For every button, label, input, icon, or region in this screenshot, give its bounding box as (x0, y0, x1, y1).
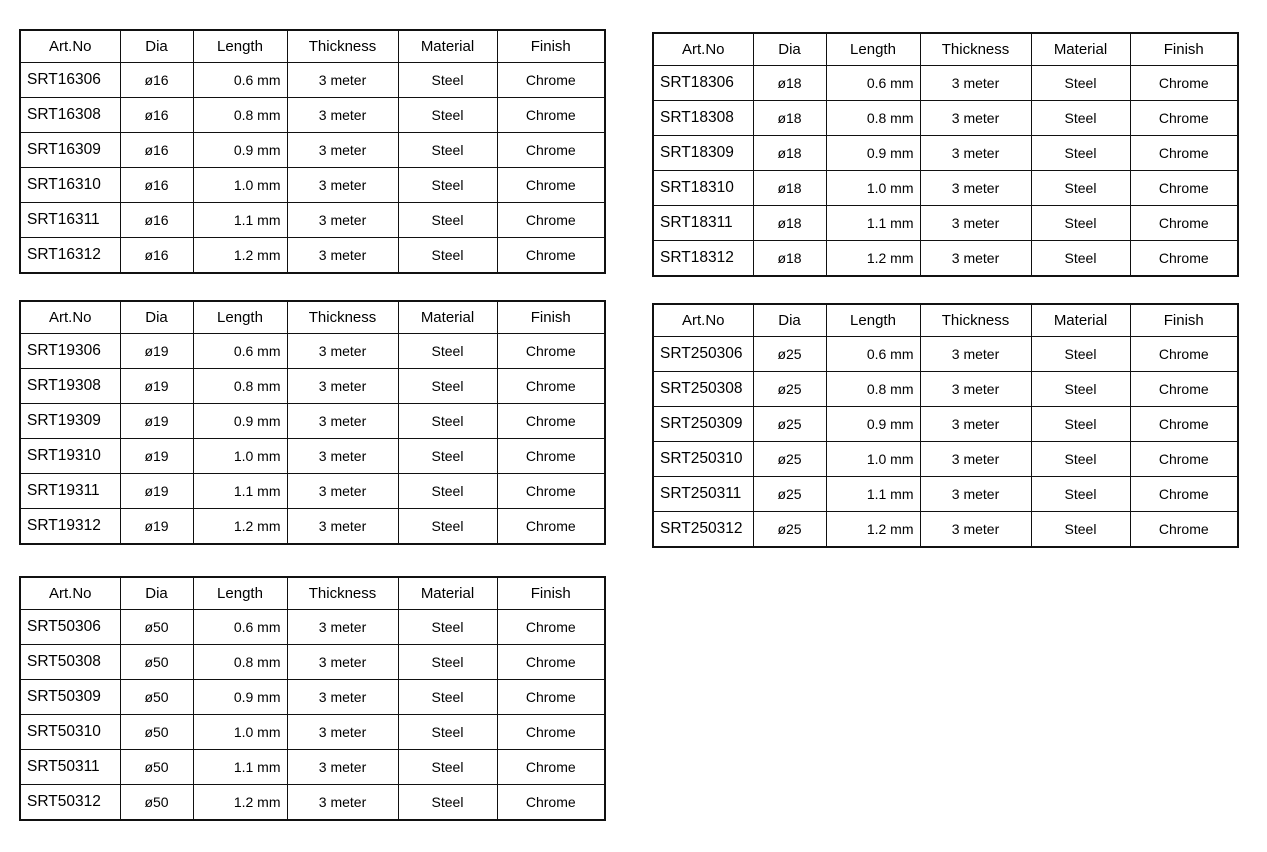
thickness-cell: 3 meter (920, 477, 1031, 512)
thickness-cell: 3 meter (920, 101, 1031, 136)
length-cell: 1.2 mm (193, 509, 287, 545)
length-cell: 1.0 mm (193, 439, 287, 474)
art-no-cell: SRT19309 (20, 404, 120, 439)
art-no-cell: SRT19312 (20, 509, 120, 545)
length-cell: 1.0 mm (826, 171, 920, 206)
header-art-no: Art.No (20, 301, 120, 334)
material-cell: Steel (1031, 512, 1130, 548)
dia-cell: ø50 (120, 785, 193, 821)
thickness-cell: 3 meter (287, 334, 398, 369)
art-no-cell: SRT16308 (20, 98, 120, 133)
header-art-no: Art.No (20, 30, 120, 63)
length-cell: 0.6 mm (193, 610, 287, 645)
dia-cell: ø25 (753, 512, 826, 548)
table-row (20, 645, 605, 680)
dia-cell: ø18 (753, 136, 826, 171)
finish-cell: Chrome (497, 610, 605, 645)
thickness-cell: 3 meter (287, 133, 398, 168)
header-art-no: Art.No (653, 33, 753, 66)
table-header (20, 30, 605, 63)
table-header (20, 577, 605, 610)
header-row (20, 577, 605, 610)
dia-cell: ø16 (120, 203, 193, 238)
length-cell: 0.9 mm (193, 404, 287, 439)
thickness-cell: 3 meter (920, 171, 1031, 206)
thickness-cell: 3 meter (920, 241, 1031, 277)
table-row (653, 512, 1238, 548)
dia-cell: ø18 (753, 171, 826, 206)
thickness-cell: 3 meter (287, 610, 398, 645)
thickness-cell: 3 meter (287, 509, 398, 545)
finish-cell: Chrome (1130, 241, 1238, 277)
dia-cell: ø18 (753, 206, 826, 241)
thickness-cell: 3 meter (287, 645, 398, 680)
dia-cell: ø25 (753, 477, 826, 512)
table-row (20, 715, 605, 750)
table-header (653, 33, 1238, 66)
dia-cell: ø18 (753, 101, 826, 136)
finish-cell: Chrome (1130, 206, 1238, 241)
length-cell: 0.9 mm (193, 680, 287, 715)
table-row (653, 66, 1238, 101)
header-finish: Finish (497, 30, 605, 63)
material-cell: Steel (398, 680, 497, 715)
material-cell: Steel (1031, 241, 1130, 277)
art-no-cell: SRT18312 (653, 241, 753, 277)
length-cell: 1.1 mm (193, 750, 287, 785)
header-material: Material (1031, 304, 1130, 337)
finish-cell: Chrome (1130, 442, 1238, 477)
finish-cell: Chrome (1130, 512, 1238, 548)
spec-table-srt50 (19, 576, 606, 821)
material-cell: Steel (398, 715, 497, 750)
material-cell: Steel (1031, 337, 1130, 372)
header-dia: Dia (120, 301, 193, 334)
finish-cell: Chrome (497, 98, 605, 133)
material-cell: Steel (398, 334, 497, 369)
header-row (20, 30, 605, 63)
material-cell: Steel (1031, 206, 1130, 241)
header-row (653, 33, 1238, 66)
dia-cell: ø16 (120, 98, 193, 133)
dia-cell: ø19 (120, 509, 193, 545)
thickness-cell: 3 meter (920, 66, 1031, 101)
dia-cell: ø25 (753, 407, 826, 442)
art-no-cell: SRT19306 (20, 334, 120, 369)
dia-cell: ø25 (753, 442, 826, 477)
length-cell: 0.8 mm (193, 98, 287, 133)
table-row (20, 203, 605, 238)
art-no-cell: SRT18306 (653, 66, 753, 101)
table-row (653, 171, 1238, 206)
table-body (653, 66, 1238, 277)
art-no-cell: SRT250308 (653, 372, 753, 407)
dia-cell: ø19 (120, 474, 193, 509)
finish-cell: Chrome (497, 168, 605, 203)
length-cell: 0.9 mm (826, 407, 920, 442)
material-cell: Steel (398, 369, 497, 404)
table-row (20, 238, 605, 274)
finish-cell: Chrome (1130, 66, 1238, 101)
thickness-cell: 3 meter (287, 439, 398, 474)
header-dia: Dia (120, 30, 193, 63)
art-no-cell: SRT18309 (653, 136, 753, 171)
table-row (653, 407, 1238, 442)
finish-cell: Chrome (1130, 171, 1238, 206)
length-cell: 1.1 mm (826, 206, 920, 241)
thickness-cell: 3 meter (287, 404, 398, 439)
table-body (653, 337, 1238, 548)
art-no-cell: SRT50308 (20, 645, 120, 680)
header-dia: Dia (753, 304, 826, 337)
length-cell: 1.2 mm (193, 785, 287, 821)
header-material: Material (1031, 33, 1130, 66)
header-material: Material (398, 577, 497, 610)
art-no-cell: SRT16309 (20, 133, 120, 168)
dia-cell: ø16 (120, 133, 193, 168)
art-no-cell: SRT18311 (653, 206, 753, 241)
dia-cell: ø50 (120, 715, 193, 750)
art-no-cell: SRT250306 (653, 337, 753, 372)
material-cell: Steel (1031, 136, 1130, 171)
material-cell: Steel (398, 98, 497, 133)
header-length: Length (193, 30, 287, 63)
spec-table-srt250 (652, 303, 1239, 548)
finish-cell: Chrome (497, 509, 605, 545)
table-row (20, 750, 605, 785)
art-no-cell: SRT16311 (20, 203, 120, 238)
table-row (20, 509, 605, 545)
table-body (20, 334, 605, 545)
table-row (653, 337, 1238, 372)
finish-cell: Chrome (497, 474, 605, 509)
dia-cell: ø50 (120, 645, 193, 680)
finish-cell: Chrome (1130, 372, 1238, 407)
thickness-cell: 3 meter (920, 372, 1031, 407)
finish-cell: Chrome (497, 203, 605, 238)
thickness-cell: 3 meter (287, 750, 398, 785)
length-cell: 0.8 mm (826, 101, 920, 136)
art-no-cell: SRT50309 (20, 680, 120, 715)
header-dia: Dia (753, 33, 826, 66)
dia-cell: ø19 (120, 334, 193, 369)
finish-cell: Chrome (497, 238, 605, 274)
length-cell: 0.8 mm (193, 645, 287, 680)
material-cell: Steel (398, 404, 497, 439)
finish-cell: Chrome (497, 334, 605, 369)
header-thickness: Thickness (287, 30, 398, 63)
length-cell: 0.8 mm (826, 372, 920, 407)
material-cell: Steel (1031, 372, 1130, 407)
thickness-cell: 3 meter (287, 680, 398, 715)
table-header (20, 301, 605, 334)
length-cell: 0.6 mm (826, 337, 920, 372)
thickness-cell: 3 meter (920, 512, 1031, 548)
material-cell: Steel (398, 168, 497, 203)
material-cell: Steel (398, 133, 497, 168)
thickness-cell: 3 meter (287, 98, 398, 133)
finish-cell: Chrome (497, 680, 605, 715)
finish-cell: Chrome (497, 133, 605, 168)
length-cell: 1.1 mm (193, 203, 287, 238)
material-cell: Steel (1031, 101, 1130, 136)
art-no-cell: SRT50306 (20, 610, 120, 645)
dia-cell: ø50 (120, 610, 193, 645)
art-no-cell: SRT18308 (653, 101, 753, 136)
dia-cell: ø18 (753, 241, 826, 277)
header-length: Length (826, 33, 920, 66)
header-finish: Finish (1130, 33, 1238, 66)
table-row (653, 101, 1238, 136)
table-header (653, 304, 1238, 337)
dia-cell: ø50 (120, 680, 193, 715)
header-row (20, 301, 605, 334)
header-finish: Finish (497, 301, 605, 334)
material-cell: Steel (1031, 66, 1130, 101)
art-no-cell: SRT19310 (20, 439, 120, 474)
table-row (20, 474, 605, 509)
material-cell: Steel (398, 750, 497, 785)
thickness-cell: 3 meter (287, 474, 398, 509)
table-row (20, 369, 605, 404)
art-no-cell: SRT250310 (653, 442, 753, 477)
art-no-cell: SRT50312 (20, 785, 120, 821)
table-row (20, 98, 605, 133)
table-row (20, 168, 605, 203)
dia-cell: ø16 (120, 238, 193, 274)
header-thickness: Thickness (287, 301, 398, 334)
finish-cell: Chrome (497, 750, 605, 785)
table-body (20, 610, 605, 821)
table-row (20, 785, 605, 821)
length-cell: 1.1 mm (193, 474, 287, 509)
header-length: Length (193, 577, 287, 610)
material-cell: Steel (398, 474, 497, 509)
material-cell: Steel (398, 509, 497, 545)
thickness-cell: 3 meter (920, 337, 1031, 372)
header-length: Length (826, 304, 920, 337)
header-dia: Dia (120, 577, 193, 610)
header-thickness: Thickness (920, 304, 1031, 337)
material-cell: Steel (398, 439, 497, 474)
dia-cell: ø25 (753, 372, 826, 407)
table-row (653, 136, 1238, 171)
spec-table-srt16 (19, 29, 606, 274)
table-row (653, 477, 1238, 512)
table-row (653, 241, 1238, 277)
material-cell: Steel (398, 203, 497, 238)
material-cell: Steel (398, 238, 497, 274)
art-no-cell: SRT50311 (20, 750, 120, 785)
length-cell: 0.6 mm (826, 66, 920, 101)
art-no-cell: SRT16312 (20, 238, 120, 274)
finish-cell: Chrome (497, 785, 605, 821)
thickness-cell: 3 meter (920, 136, 1031, 171)
length-cell: 0.6 mm (193, 334, 287, 369)
material-cell: Steel (398, 645, 497, 680)
thickness-cell: 3 meter (287, 203, 398, 238)
dia-cell: ø18 (753, 66, 826, 101)
finish-cell: Chrome (1130, 337, 1238, 372)
dia-cell: ø19 (120, 439, 193, 474)
header-finish: Finish (1130, 304, 1238, 337)
art-no-cell: SRT250311 (653, 477, 753, 512)
dia-cell: ø19 (120, 404, 193, 439)
length-cell: 0.6 mm (193, 63, 287, 98)
length-cell: 1.0 mm (193, 715, 287, 750)
length-cell: 1.0 mm (826, 442, 920, 477)
table-row (653, 372, 1238, 407)
header-row (653, 304, 1238, 337)
finish-cell: Chrome (1130, 407, 1238, 442)
header-material: Material (398, 301, 497, 334)
art-no-cell: SRT18310 (653, 171, 753, 206)
table-row (653, 206, 1238, 241)
finish-cell: Chrome (1130, 477, 1238, 512)
finish-cell: Chrome (497, 63, 605, 98)
table-row (653, 442, 1238, 477)
finish-cell: Chrome (497, 715, 605, 750)
thickness-cell: 3 meter (287, 785, 398, 821)
art-no-cell: SRT250309 (653, 407, 753, 442)
art-no-cell: SRT19311 (20, 474, 120, 509)
thickness-cell: 3 meter (920, 442, 1031, 477)
finish-cell: Chrome (1130, 101, 1238, 136)
table-row (20, 133, 605, 168)
thickness-cell: 3 meter (920, 407, 1031, 442)
spec-table-srt19 (19, 300, 606, 545)
length-cell: 1.1 mm (826, 477, 920, 512)
material-cell: Steel (398, 785, 497, 821)
thickness-cell: 3 meter (287, 369, 398, 404)
thickness-cell: 3 meter (287, 238, 398, 274)
art-no-cell: SRT19308 (20, 369, 120, 404)
material-cell: Steel (1031, 171, 1130, 206)
table-body (20, 63, 605, 274)
spec-table-srt18 (652, 32, 1239, 277)
finish-cell: Chrome (497, 369, 605, 404)
table-row (20, 680, 605, 715)
material-cell: Steel (1031, 407, 1130, 442)
finish-cell: Chrome (497, 645, 605, 680)
art-no-cell: SRT50310 (20, 715, 120, 750)
header-material: Material (398, 30, 497, 63)
length-cell: 0.9 mm (193, 133, 287, 168)
length-cell: 1.2 mm (826, 512, 920, 548)
length-cell: 0.8 mm (193, 369, 287, 404)
finish-cell: Chrome (497, 404, 605, 439)
dia-cell: ø25 (753, 337, 826, 372)
thickness-cell: 3 meter (920, 206, 1031, 241)
table-row (20, 334, 605, 369)
dia-cell: ø16 (120, 63, 193, 98)
material-cell: Steel (1031, 477, 1130, 512)
header-thickness: Thickness (920, 33, 1031, 66)
header-finish: Finish (497, 577, 605, 610)
length-cell: 1.2 mm (826, 241, 920, 277)
material-cell: Steel (398, 610, 497, 645)
table-row (20, 439, 605, 474)
length-cell: 1.0 mm (193, 168, 287, 203)
art-no-cell: SRT250312 (653, 512, 753, 548)
thickness-cell: 3 meter (287, 168, 398, 203)
dia-cell: ø16 (120, 168, 193, 203)
header-length: Length (193, 301, 287, 334)
material-cell: Steel (398, 63, 497, 98)
material-cell: Steel (1031, 442, 1130, 477)
art-no-cell: SRT16306 (20, 63, 120, 98)
dia-cell: ø19 (120, 369, 193, 404)
thickness-cell: 3 meter (287, 63, 398, 98)
table-row (20, 610, 605, 645)
header-art-no: Art.No (653, 304, 753, 337)
art-no-cell: SRT16310 (20, 168, 120, 203)
finish-cell: Chrome (1130, 136, 1238, 171)
length-cell: 0.9 mm (826, 136, 920, 171)
dia-cell: ø50 (120, 750, 193, 785)
header-thickness: Thickness (287, 577, 398, 610)
finish-cell: Chrome (497, 439, 605, 474)
thickness-cell: 3 meter (287, 715, 398, 750)
table-row (20, 404, 605, 439)
length-cell: 1.2 mm (193, 238, 287, 274)
table-row (20, 63, 605, 98)
header-art-no: Art.No (20, 577, 120, 610)
